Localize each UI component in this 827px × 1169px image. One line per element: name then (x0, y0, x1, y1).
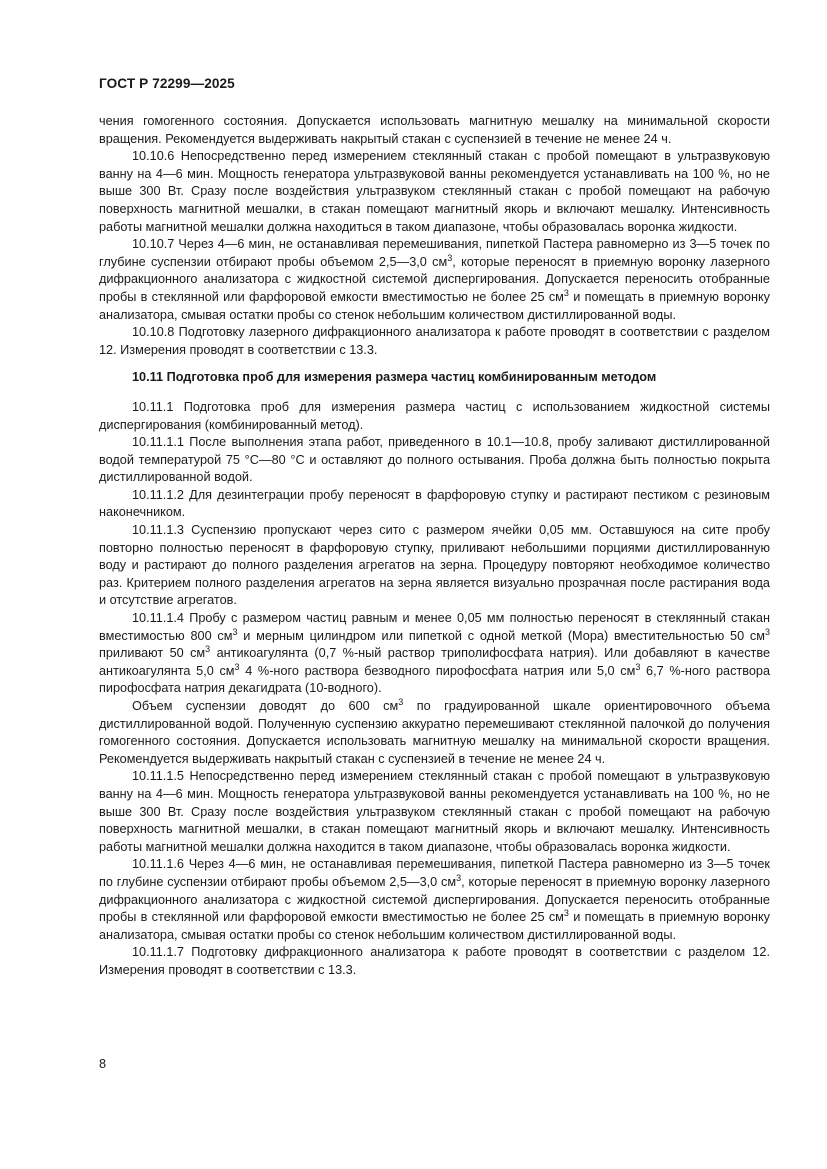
document-body (99, 113, 770, 980)
section-heading: 10.11 Подготовка проб для измерения размера частиц комбинированным методом (132, 370, 657, 385)
paragraph: 10.11.1.4 Пробу с размером частиц равным и менее 0,05 мм полностью переносят в стеклянный стакан вместимостью 800 $см^3$ и мерным цилиндром или пипеткой с одной меткой (Мора) вместительностью 50 $см^3$ приливают 50 $см^3$ антикоагулянта (0,7 %-ный раствор триполифосфата натрия). Или добавляют в качестве антикоагулянта 5,0 $см^3$ 4 %-ного раствора безводного пирофосфата натрия или 5,0 $см^3$ 6,7 %-ного раствора пирофосфата натрия декагидрата (10-водного). (99, 611, 771, 696)
paragraph: Объем суспензии доводят до 600 $см^3$ по градуированной шкале ориентировочного объема дистиллированной водой. Полученную суспензию аккуратно перемешивают стеклянной палочкой до получения гомогенного состояния. Допускается использовать магнитную мешалку на минимальной скорости вращения. Рекомендуется выдерживать накрытый стакан с суспензией в течение не менее 24 ч. (99, 697, 770, 766)
paragraph: 10.11.1.6 Через 4—6 мин, не останавливая перемешивания, пипеткой Пастера равномерно из 3—5 точек по глубине суспензии отбирают пробы объемом 2,5—3,0 $см^3$, которые переносят в приемную воронку лазерного дифракционного анализатора с жидкостной системой диспергирования. Допускается переносить отобранные пробы в стеклянной или фарфоровой емкости вместимостью не более 25 $см^3$ и помещать в приемную воронку анализатора, смывая остатки пробы со стенок небольшим количеством дистиллированной воды. (99, 857, 770, 942)
paragraph: 10.11.1 Подготовка проб для измерения размера частиц с использованием жидкостной системы диспергирования (комбинированный метод). (99, 399, 770, 432)
paragraph: 10.11.1.3 Суспензию пропускают через сито с размером ячейки 0,05 мм. Оставшуюся на сите пробу повторно полностью переносят в фарфоровую ступку, приливают небольшими порциями дистиллированную воду и растирают до полного разделения агрегатов на зерна. Процедуру повторяют необходимое количество раз. Критерием полного разделения агрегатов на зерна является визуально прозрачная после растирания вода и отсутствие агрегатов. (99, 523, 770, 608)
paragraph: 10.11.1.5 Непосредственно перед измерением стеклянный стакан с пробой помещают в ультразвуковую ванну на 4—6 мин. Мощность генератора ультразвуковой ванны рекомендуется устанавливать на 100 %, но не выше 300 Вт. Сразу после воздействия ультразвуком стеклянный стакан с пробой помещают на рабочую поверхность магнитной мешалки, в стакан помещают магнитный якорь и включают мешалку. Интенсивность работы магнитной мешалки должна находится в таком диапазоне, чтобы образовалась воронка жидкости. (99, 769, 770, 854)
paragraph: чения гомогенного состояния. Допускается использовать магнитную мешалку на минимальной скорости вращения. Рекомендуется выдерживать накрытый стакан с суспензией в течение не менее 24 ч. (99, 114, 770, 146)
document-header: ГОСТ Р 72299—2025 (99, 76, 235, 91)
paragraph: 10.11.1.7 Подготовку дифракционного анализатора к работе проводят в соответствии с разделом 12. Измерения проводят в соответствии с 13.3. (99, 945, 770, 977)
paragraph: 10.11.1.2 Для дезинтеграции пробу переносят в фарфоровую ступку и растирают пестиком с резиновым наконечником. (99, 487, 770, 520)
paragraph: 10.10.6 Непосредственно перед измерением стеклянный стакан с пробой помещают в ультразвуковую ванну на 4—6 мин. Мощность генератора ультразвуковой ванны рекомендуется устанавливать на 100 %, но не выше 300 Вт. Сразу после воздействия ультразвуком стеклянный стакан с пробой помещают на рабочую поверхность магнитной мешалки, в стакан помещают магнитный якорь и включают мешалку. Интенсивность работы магнитной мешалки должна находиться в таком диапазоне, чтобы образовалась воронка жидкости. (99, 149, 770, 234)
paragraph: 10.10.8 Подготовку лазерного дифракционного анализатора к работе проводят в соответствии с разделом 12. Измерения проводят в соответствии с 13.3. (99, 325, 770, 357)
paragraph: 10.10.7 Через 4—6 мин, не останавливая перемешивания, пипеткой Пастера равномерно из 3—5 точек по глубине суспензии отбирают пробы объемом 2,5—3,0 $см^3$, которые переносят в приемную воронку лазерного дифракционного анализатора с жидкостной системой диспергирования. Допускается переносить отобранные пробы в стеклянной или фарфоровой емкости вместимостью не более 25 $см^3$ и помещать в приемную воронку анализатора, смывая остатки пробы со стенок небольшим количеством дистиллированной воды. (99, 237, 770, 322)
page-number: 8 (99, 1057, 107, 1071)
paragraph: 10.11.1.1 После выполнения этапа работ, приведенного в 10.1—10.8, пробу заливают дистиллированной водой температурой 75 °С—80 °С и оставляют до полного остывания. Проба должна быть полностью покрыта дистиллированной водой. (99, 435, 770, 485)
